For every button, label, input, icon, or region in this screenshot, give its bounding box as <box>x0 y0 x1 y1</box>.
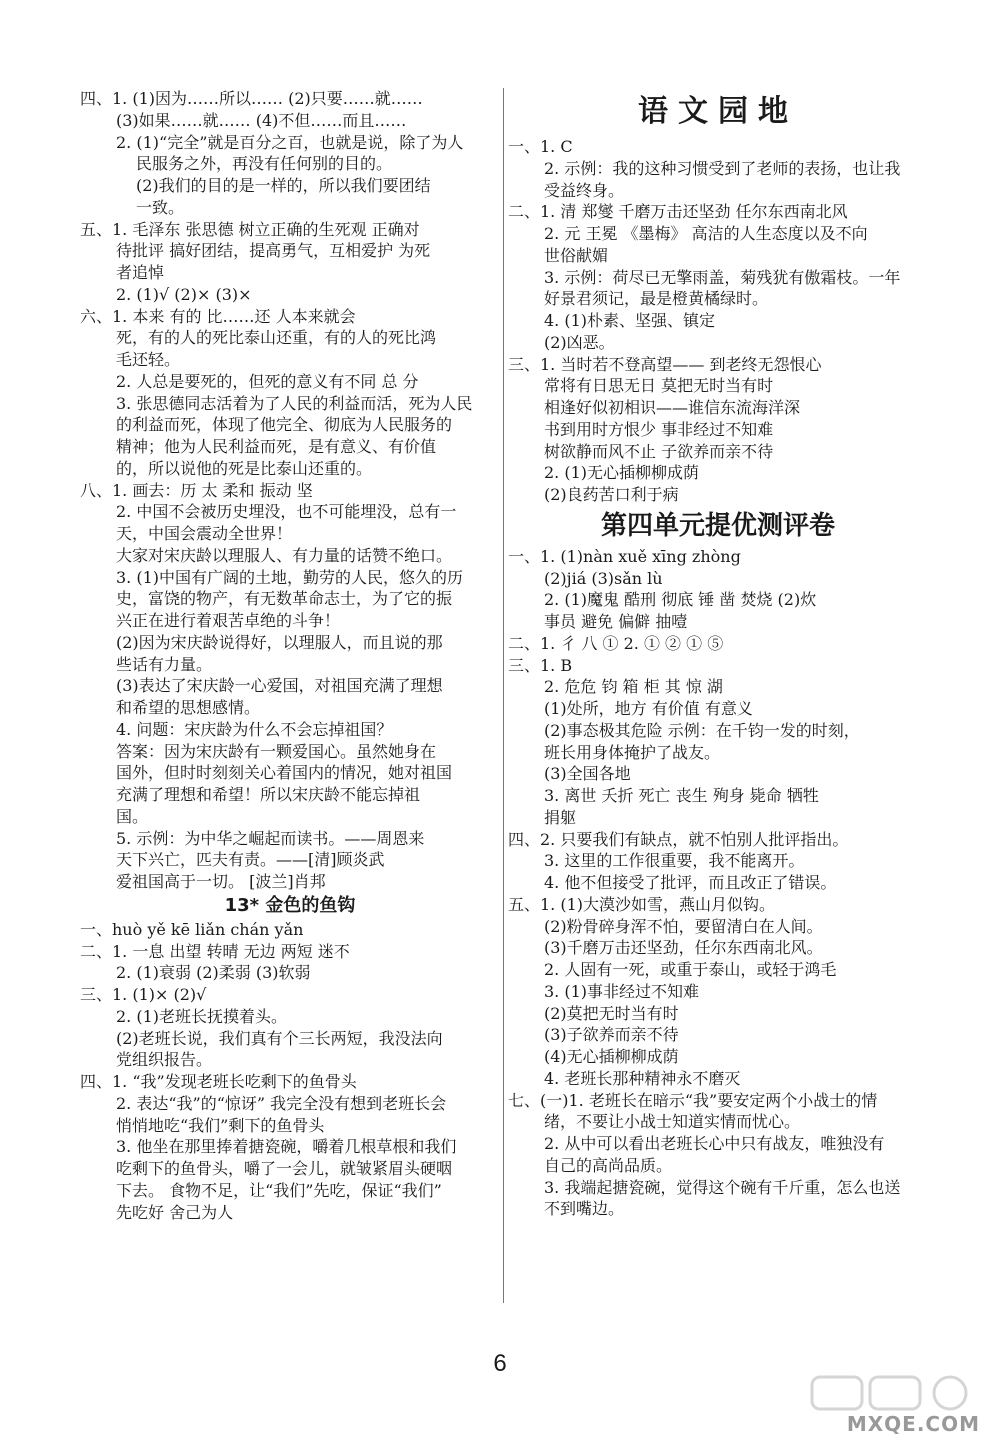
answer-line: 五、1. (1)大漠沙如雪，燕山月似钩。 <box>508 894 776 914</box>
answer-line: (2)jiá (3)sǎn lù <box>544 568 663 588</box>
answer-line: 3. 我端起搪瓷碗，觉得这个碗有千斤重，怎么也送 <box>544 1177 901 1197</box>
answer-line: (3)如果……就…… (4)不但……而且…… <box>116 110 407 130</box>
answer-line: (4)无心插柳柳成荫 <box>544 1047 679 1066</box>
answer-line: (2)因为宋庆龄说得好，以理服人，而且说的那 <box>116 632 443 652</box>
answer-line: 一、1. C <box>508 137 573 156</box>
column-divider <box>503 88 504 1303</box>
answer-line: 3. (1)中国有广阔的土地，勤劳的人民，悠久的历 <box>116 567 464 587</box>
answer-line: 充满了理想和希望！所以宋庆龄不能忘掉祖 <box>116 785 421 804</box>
answer-line: 二、1. 彳 八 ① 2. ① ② ① ⑤ <box>508 633 724 653</box>
answer-line: 下去。 食物不足，让“我们”先吃，保证“我们” <box>116 1180 442 1200</box>
answer-line: 3. 张思德同志活着为了人民的利益而活，死为人民 <box>116 393 473 413</box>
section-heading: 13* 金色的鱼钩 <box>224 894 356 916</box>
answer-line: 2. 中国不会被历史埋没，也不可能埋没，总有一 <box>116 502 457 522</box>
left-column <box>80 88 500 1223</box>
answer-line: 班长用身体掩护了战友。 <box>544 742 721 762</box>
answer-line: 先吃好 舍己为人 <box>116 1202 234 1222</box>
answer-line: 八、1. 画去：历 太 柔和 振动 坚 <box>80 480 313 500</box>
answer-line: 四、1. “我”发现老班长吃剩下的鱼骨头 <box>80 1072 357 1091</box>
answer-line: 4. (1)朴素、坚强、镇定 <box>544 311 716 330</box>
answer-line: 世俗献媚 <box>544 245 609 265</box>
answer-line: (2)粉骨碎身浑不怕，要留清白在人间。 <box>544 916 823 936</box>
answer-line: 爱祖国高于一切。 [波兰]肖邦 <box>116 872 326 891</box>
answer-line: 者追悼 <box>116 263 165 282</box>
answer-line: (2)凶恶。 <box>544 332 615 352</box>
answer-line: 精神；他为人民利益而死，是有意义、有价值 <box>116 437 437 456</box>
answer-line: (3)全国各地 <box>544 764 631 784</box>
answer-line: 的利益而死，体现了他完全、彻底为人民服务的 <box>116 415 453 435</box>
answer-line: 2. (1)无心插柳柳成荫 <box>544 463 700 483</box>
answer-line: 3. 他坐在那里捧着搪瓷碗，嚼着几根草根和我们 <box>116 1137 457 1157</box>
answer-line: 和希望的思想感情。 <box>116 698 261 717</box>
answer-line: 大家对宋庆龄以理服人、有力量的话赞不绝口。 <box>116 545 453 565</box>
answer-line: 不到嘴边。 <box>544 1199 625 1219</box>
answer-line: 常将有日思无日 莫把无时当有时 <box>544 376 774 396</box>
answer-line: 答案：因为宋庆龄有一颗爱国心。虽然她身在 <box>116 741 437 761</box>
answer-line: 事员 避免 偏僻 抽噎 <box>544 612 688 631</box>
section-heading: 第四单元提优测评卷 <box>600 510 835 541</box>
answer-line: 待批评 搞好团结，提高勇气，互相爱护 为死 <box>116 241 431 261</box>
answer-line: 2. (1)魔鬼 酷刑 彻底 锤 凿 焚烧 (2)炊 <box>544 590 817 610</box>
answer-line: 2. 示例：我的这种习惯受到了老师的表扬，也让我 <box>544 158 901 178</box>
answer-line: 3. 离世 夭折 死亡 丧生 殉身 毙命 牺牲 <box>544 786 819 805</box>
answer-line: 悄悄地吃“我们”剩下的鱼骨头 <box>116 1115 325 1135</box>
answer-line: 兴正在进行着艰苦卓绝的斗争！ <box>116 611 341 630</box>
answer-line: 树欲静而风不止 子欲养而亲不待 <box>544 441 774 461</box>
answer-line: 2. 表达“我”的“惊讶” 我完全没有想到老班长会 <box>116 1093 447 1113</box>
answer-line: 2. 危危 钧 箱 柜 其 惊 湖 <box>544 677 723 697</box>
answer-line: 四、1. (1)因为……所以…… (2)只要……就…… <box>80 89 423 108</box>
answer-line: 2. (1)老班长抚摸着头。 <box>116 1006 288 1026</box>
answer-line: (2)老班长说，我们真有个三长两短，我没法向 <box>116 1028 443 1048</box>
answer-line: 七、(一)1. 老班长在暗示“我”要安定两个小战士的情 <box>508 1090 878 1110</box>
answer-line: 2. 人固有一死，或重于泰山，或轻于鸿毛 <box>544 960 837 979</box>
answer-line: 3. (1)事非经过不知难 <box>544 981 700 1001</box>
answer-line: (1)处所，地方 有价值 有意义 <box>544 699 753 718</box>
answer-line: 吃剩下的鱼骨头，嚼了一会儿，就皱紧眉头硬咽 <box>116 1159 453 1178</box>
answer-line: 4. 问题：宋庆龄为什么不会忘掉祖国？ <box>116 719 393 739</box>
answer-line: 2. (1)“完全”就是百分之百，也就是说，除了为人 <box>116 132 464 152</box>
answer-line: (3)表达了宋庆龄一心爱国，对祖国充满了理想 <box>116 676 443 696</box>
answer-line: 三、1. 当时若不登高望—— 到老终无怨恨心 <box>508 354 822 374</box>
answer-line: 天，中国会震动全世界！ <box>116 524 293 543</box>
section-heading: 语文园地 <box>638 94 798 129</box>
answer-line: 2. 人总是要死的，但死的意义有不同 总 分 <box>116 371 419 391</box>
answer-line: 三、1. (1)× (2)√ <box>80 985 207 1004</box>
answer-line: 国外，但时时刻刻关心着国内的情况，她对祖国 <box>116 763 453 783</box>
watermark-text: MXQE.COM <box>846 1412 980 1436</box>
answer-line: 三、1. B <box>508 655 573 675</box>
answer-line: 一、huò yě kē liǎn chán yǎn <box>80 919 304 939</box>
answer-line: (3)子欲养而亲不待 <box>544 1025 679 1045</box>
answer-line: 3. 这里的工作很重要，我不能离开。 <box>544 851 805 871</box>
answer-line: 3. 示例：荷尽已无擎雨盖，菊残犹有傲霜枝。一年 <box>544 267 901 287</box>
answer-line: 党组织报告。 <box>116 1050 213 1070</box>
answer-line: 2. (1)√ (2)× (3)× <box>116 284 252 304</box>
answer-line: 4. 他不但接受了批评，而且改正了错误。 <box>544 873 837 892</box>
answer-line: (2)我们的目的是一样的，所以我们要团结 <box>136 176 431 195</box>
answer-line: 2. 从中可以看出老班长心中只有战友，唯独没有 <box>544 1134 885 1153</box>
answer-line: (2)事态极其危险 示例：在千钧一发的时刻， <box>544 720 860 740</box>
page-number: 6 <box>493 1350 507 1377</box>
answer-line: 四、2. 只要我们有缺点，就不怕别人批评指出。 <box>508 829 849 849</box>
answer-line: 绪，不要让小战士知道实情而忧心。 <box>544 1112 801 1132</box>
answer-line: 些话有力量。 <box>116 654 213 674</box>
answer-line: 的，所以说他的死是比泰山还重的。 <box>116 458 373 478</box>
answer-line: 相逢好似初相识——谁信东流海洋深 <box>544 398 801 417</box>
answer-line: 5. 示例：为中华之崛起而读书。——周恩来 <box>116 828 425 848</box>
answer-line: 书到用时方恨少 事非经过不知难 <box>544 419 774 439</box>
answer-line: 国。 <box>116 806 149 826</box>
answer-line: 六、1. 本来 有的 比……还 人本来就会 <box>80 306 356 326</box>
answer-line: 史，富饶的物产，有无数革命志士，为了它的振 <box>116 589 453 609</box>
answer-line: 一、1. (1)nàn xuě xīng zhòng <box>508 546 741 566</box>
answer-line: (2)莫把无时当有时 <box>544 1003 679 1023</box>
answer-line: 一致。 <box>136 197 185 217</box>
answer-line: 4. 老班长那种精神永不磨灭 <box>544 1068 741 1088</box>
answer-line: 受益终身。 <box>544 180 625 200</box>
answer-line: 五、1. 毛泽东 张思德 树立正确的生死观 正确对 <box>80 219 420 239</box>
answer-line: 二、1. 清 郑燮 千磨万击还坚劲 任尔东西南北风 <box>508 202 848 222</box>
answer-line: 自己的高尚品质。 <box>544 1155 673 1175</box>
answer-line: 2. 元 王冕 《墨梅》 高洁的人生态度以及不向 <box>544 224 868 243</box>
answer-line: 民服务之外，再没有任何别的目的。 <box>136 154 393 174</box>
answer-line: 2. (1)衰弱 (2)柔弱 (3)软弱 <box>116 963 311 983</box>
answer-line: 二、1. 一息 出望 转晴 无边 两短 迷不 <box>80 941 350 961</box>
answer-line: 毛还轻。 <box>116 350 181 369</box>
answer-line: 捐躯 <box>544 807 577 827</box>
right-column <box>508 88 928 1220</box>
answer-line: 死，有的人的死比泰山还重，有的人的死比鸿 <box>116 328 437 348</box>
answer-line: 天下兴亡，匹夫有责。——[清]顾炎武 <box>116 850 385 870</box>
answer-line: (3)千磨万击还坚劲，任尔东西南北风。 <box>544 938 823 958</box>
answer-line: 好景君须记，最是橙黄橘绿时。 <box>544 289 769 309</box>
answer-line: (2)良药苦口利于病 <box>544 485 679 504</box>
